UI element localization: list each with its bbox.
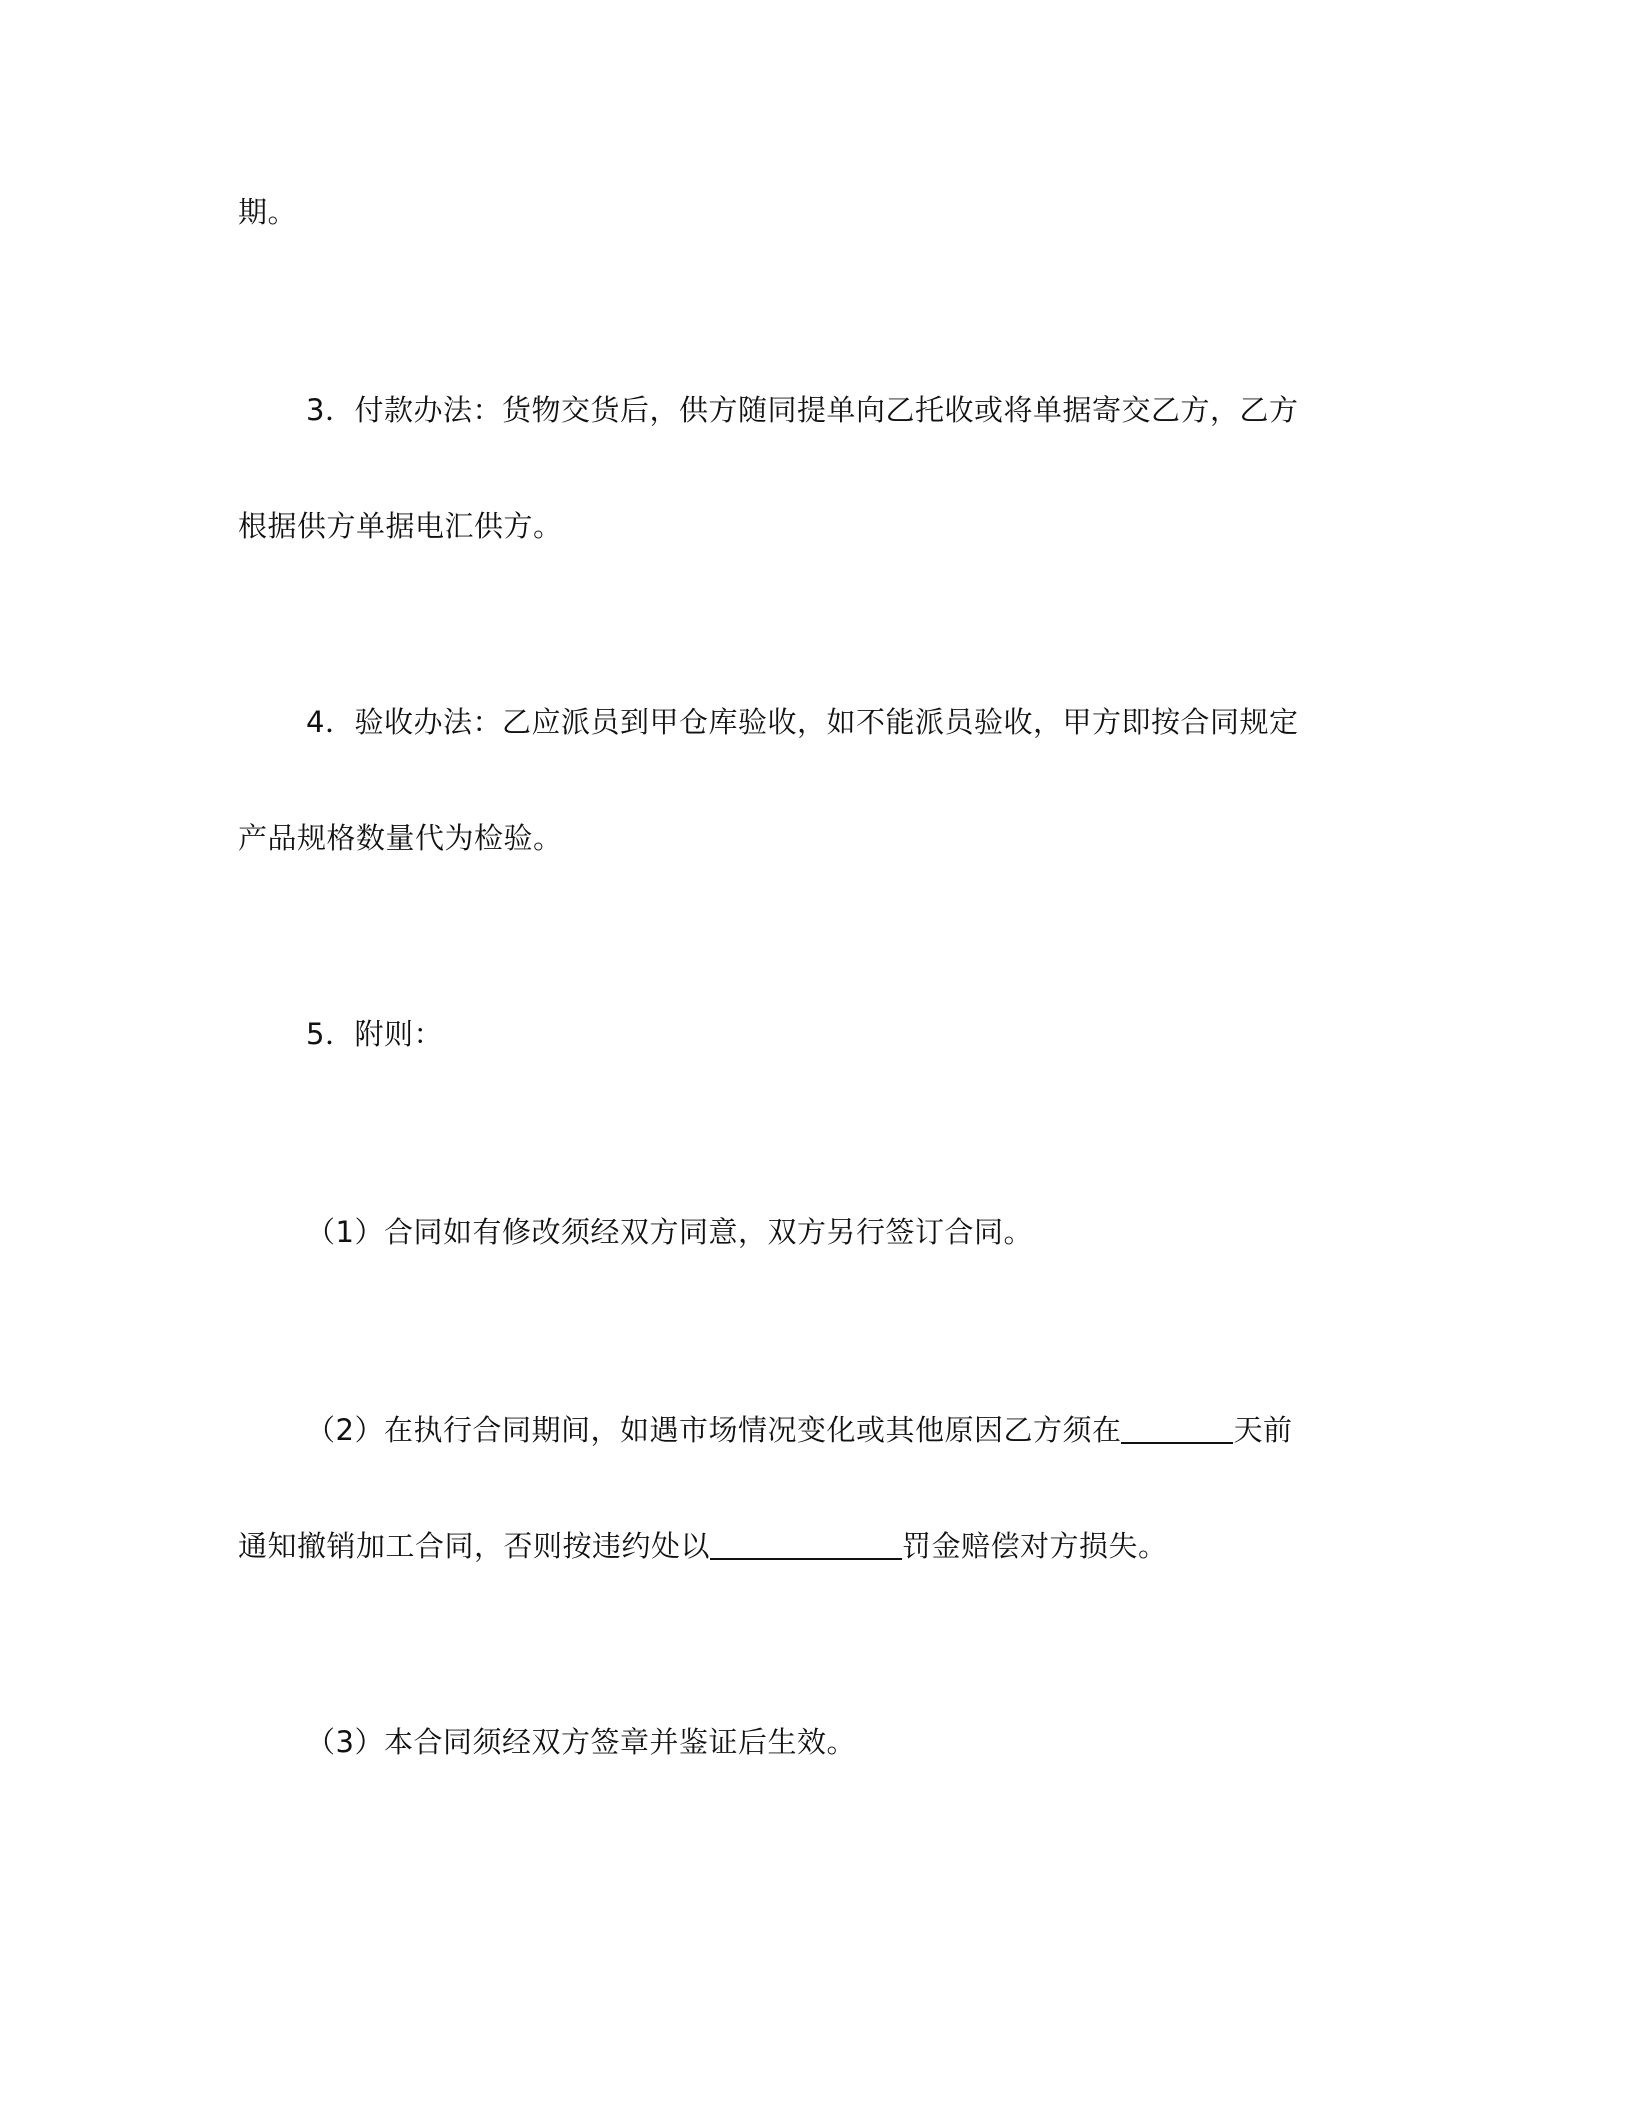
text-line: 产品规格数量代为检验。 [238, 821, 563, 855]
clause-4-acceptance: 4．验收办法：乙应派员到甲仓库验收，如不能派员验收，甲方即按合同规定 [306, 705, 1299, 739]
clause-3-payment: 3．付款办法：货物交货后，供方随同提单向乙托收或将单据寄交乙方，乙方 [306, 393, 1299, 427]
sub-clause-3: （3）本合同须经双方签章并鉴证后生效。 [306, 1725, 856, 1759]
text-line: 根据供方单据电汇供方。 [238, 509, 563, 543]
text-segment: （2）在执行合同期间，如遇市场情况变化或其他原因乙方须在 [306, 1413, 1122, 1447]
text-segment: 通知撤销加工合同，否则按违约处以 [238, 1529, 711, 1563]
blank-days-field[interactable] [1121, 1412, 1233, 1444]
sub-clause-2 [306, 1410, 1292, 1450]
blank-fine-field[interactable] [710, 1528, 902, 1560]
clause-5-supplementary: 5．附则： [306, 1017, 443, 1051]
sub-clause-1: （1）合同如有修改须经双方同意，双方另行签订合同。 [306, 1215, 1033, 1249]
text-line: 期。 [238, 195, 298, 229]
text-segment: 天前 [1233, 1413, 1293, 1447]
text-segment: 罚金赔偿对方损失。 [902, 1529, 1168, 1563]
text-line [238, 1526, 1168, 1566]
